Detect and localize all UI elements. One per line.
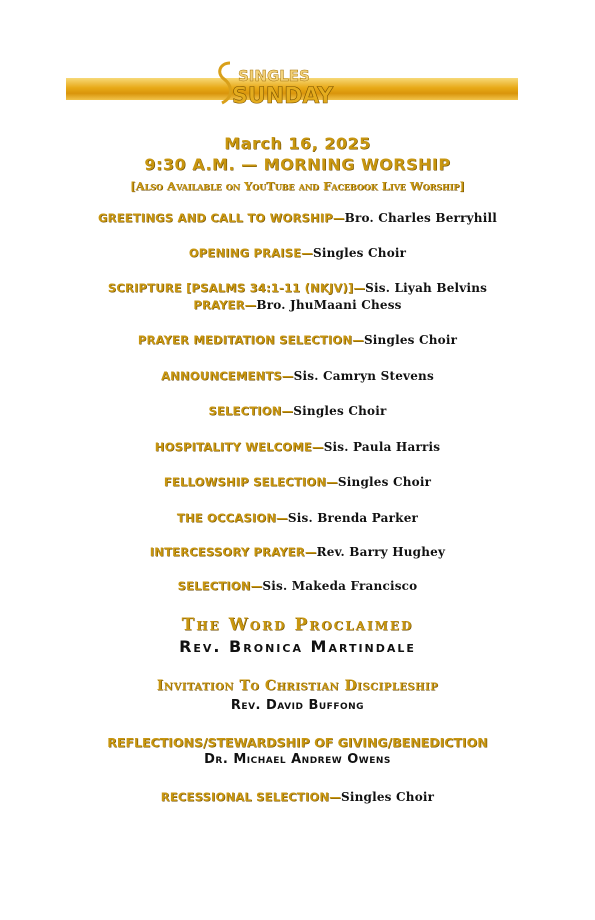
invitation-person: Rev. David Buffong: [230, 698, 365, 713]
svg-text:SINGLES: SINGLES: [238, 67, 310, 85]
program-item: SELECTION—Singles Choir: [208, 404, 387, 418]
service-date: March 16, 2025: [224, 134, 371, 153]
program-item: GREETINGS AND CALL TO WORSHIP—Bro. Charles Berryhill: [98, 211, 497, 225]
program-item: THE OCCASION—Sis. Brenda Parker: [176, 511, 419, 525]
program-item: ANNOUNCEMENTS—Sis. Camryn Stevens: [161, 369, 434, 383]
singles-sunday-logo: [210, 55, 360, 115]
invitation-title: Invitation To Christian Discipleship: [156, 678, 439, 694]
sermon-title: The Word Proclaimed: [181, 615, 414, 635]
reflections-person: Dr. Michael Andrew Owens: [204, 752, 391, 767]
program-item: HOSPITALITY WELCOME—Sis. Paula Harris: [154, 440, 441, 454]
program-item: SCRIPTURE [PSALMS 34:1-11 (NKJV)]—Sis. Liyah Belvins: [107, 281, 488, 295]
service-time: 9:30 A.M. — MORNING WORSHIP: [144, 155, 451, 174]
availability-note: [Also Available on YouTube and Facebook Live Worship]: [130, 179, 465, 193]
svg-text:SUNDAY: SUNDAY: [232, 84, 334, 109]
reflections-title: REFLECTIONS/STEWARDSHIP OF GIVING/BENEDICTION: [107, 735, 488, 750]
program-item: FELLOWSHIP SELECTION—Singles Choir: [163, 475, 432, 489]
program-item: PRAYER—Bro. JhuMaani Chess: [193, 298, 402, 312]
program-item: SELECTION—Sis. Makeda Francisco: [177, 579, 418, 593]
program-item: OPENING PRAISE—Singles Choir: [188, 246, 407, 260]
program-item: PRAYER MEDITATION SELECTION—Singles Choir: [137, 333, 458, 347]
recessional-item: RECESSIONAL SELECTION—Singles Choir: [160, 790, 435, 804]
program-item: INTERCESSORY PRAYER—Rev. Barry Hughey: [149, 545, 446, 559]
sermon-preacher: Rev. Bronica Martindale: [179, 637, 416, 656]
